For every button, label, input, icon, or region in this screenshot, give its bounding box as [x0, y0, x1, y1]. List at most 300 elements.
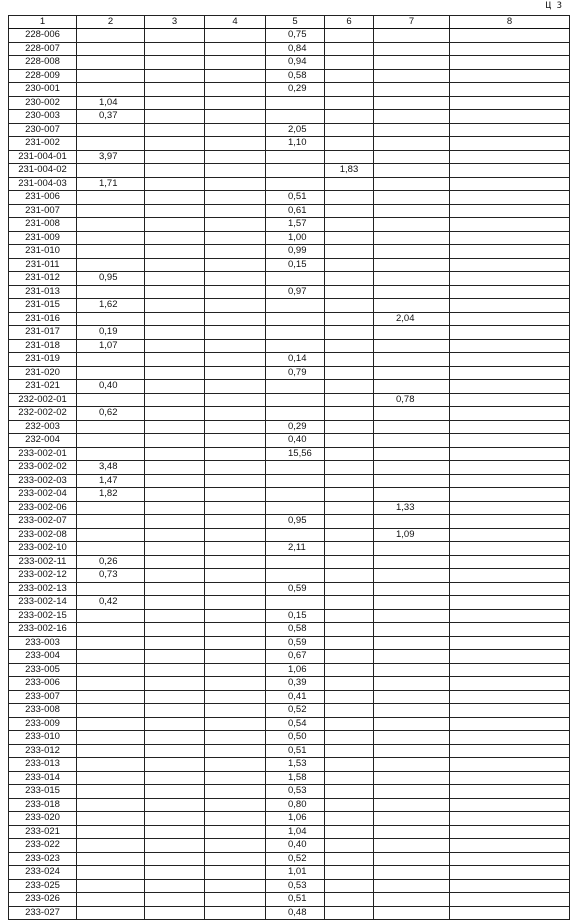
- col2-value-cell: 1,71: [77, 177, 145, 191]
- col8-cell: [450, 245, 570, 259]
- col4-cell: [205, 555, 266, 569]
- col8-cell: [450, 29, 570, 43]
- row-code-cell: 231-018: [9, 339, 77, 353]
- column-header: 8: [450, 16, 570, 29]
- col8-cell: [450, 420, 570, 434]
- col5-value-cell: [266, 150, 325, 164]
- header-row: [9, 16, 570, 29]
- col8-cell: [450, 798, 570, 812]
- col8-cell: [450, 852, 570, 866]
- col7-value-cell: [374, 488, 450, 502]
- row-code-cell: 228-007: [9, 42, 77, 56]
- row-code-cell: 233-005: [9, 663, 77, 677]
- table-row: [9, 272, 570, 286]
- col7-value-cell: [374, 879, 450, 893]
- col5-value-cell: [266, 474, 325, 488]
- table-row: [9, 771, 570, 785]
- col7-value-cell: [374, 636, 450, 650]
- col5-value-cell: [266, 312, 325, 326]
- col3-cell: [145, 191, 205, 205]
- col7-value-cell: [374, 825, 450, 839]
- col6-value-cell: [325, 29, 374, 43]
- col6-value-cell: [325, 353, 374, 367]
- col7-value-cell: [374, 474, 450, 488]
- col5-value-cell: 1,06: [266, 812, 325, 826]
- table-row: [9, 528, 570, 542]
- col7-value-cell: [374, 650, 450, 664]
- col6-value-cell: [325, 515, 374, 529]
- col3-cell: [145, 353, 205, 367]
- col4-cell: [205, 191, 266, 205]
- table-header: [9, 16, 570, 29]
- col6-value-cell: [325, 339, 374, 353]
- col8-cell: [450, 407, 570, 421]
- col2-value-cell: [77, 839, 145, 853]
- col3-cell: [145, 690, 205, 704]
- col6-value-cell: [325, 110, 374, 124]
- col2-value-cell: [77, 164, 145, 178]
- col5-value-cell: 0,14: [266, 353, 325, 367]
- col3-cell: [145, 56, 205, 70]
- col3-cell: [145, 704, 205, 718]
- row-code-cell: 228-006: [9, 29, 77, 43]
- col4-cell: [205, 393, 266, 407]
- col6-value-cell: [325, 555, 374, 569]
- col7-value-cell: [374, 582, 450, 596]
- table-row: [9, 569, 570, 583]
- row-code-cell: 233-002-10: [9, 542, 77, 556]
- col3-cell: [145, 636, 205, 650]
- col2-value-cell: [77, 420, 145, 434]
- col7-value-cell: [374, 758, 450, 772]
- col7-value-cell: [374, 326, 450, 340]
- col2-value-cell: [77, 704, 145, 718]
- col4-cell: [205, 893, 266, 907]
- col8-cell: [450, 555, 570, 569]
- table-row: [9, 420, 570, 434]
- col2-value-cell: [77, 906, 145, 920]
- col5-value-cell: 0,58: [266, 623, 325, 637]
- table-row: [9, 650, 570, 664]
- col8-cell: [450, 677, 570, 691]
- col3-cell: [145, 285, 205, 299]
- col2-value-cell: [77, 353, 145, 367]
- table-row: [9, 893, 570, 907]
- col2-value-cell: [77, 123, 145, 137]
- col6-value-cell: [325, 623, 374, 637]
- col7-value-cell: [374, 798, 450, 812]
- col5-value-cell: 0,79: [266, 366, 325, 380]
- col8-cell: [450, 690, 570, 704]
- col3-cell: [145, 258, 205, 272]
- col2-value-cell: 1,07: [77, 339, 145, 353]
- col8-cell: [450, 879, 570, 893]
- col7-value-cell: [374, 299, 450, 313]
- col4-cell: [205, 380, 266, 394]
- col4-cell: [205, 434, 266, 448]
- table-row: [9, 488, 570, 502]
- col5-value-cell: 1,00: [266, 231, 325, 245]
- col4-cell: [205, 879, 266, 893]
- col2-value-cell: [77, 663, 145, 677]
- col2-value-cell: [77, 825, 145, 839]
- col5-value-cell: [266, 555, 325, 569]
- col8-cell: [450, 515, 570, 529]
- col3-cell: [145, 785, 205, 799]
- col8-cell: [450, 636, 570, 650]
- col3-cell: [145, 177, 205, 191]
- col4-cell: [205, 110, 266, 124]
- col6-value-cell: [325, 758, 374, 772]
- col6-value-cell: [325, 434, 374, 448]
- col4-cell: [205, 245, 266, 259]
- col6-value-cell: [325, 650, 374, 664]
- col4-cell: [205, 785, 266, 799]
- col5-value-cell: [266, 110, 325, 124]
- table-row: [9, 164, 570, 178]
- col6-value-cell: [325, 407, 374, 421]
- col8-cell: [450, 123, 570, 137]
- col8-cell: [450, 623, 570, 637]
- col7-value-cell: [374, 677, 450, 691]
- table-row: [9, 609, 570, 623]
- col7-value-cell: [374, 407, 450, 421]
- col2-value-cell: [77, 29, 145, 43]
- col8-cell: [450, 137, 570, 151]
- col7-value-cell: [374, 893, 450, 907]
- col8-cell: [450, 825, 570, 839]
- col8-cell: [450, 474, 570, 488]
- column-header: 1: [9, 16, 77, 29]
- col5-value-cell: 0,97: [266, 285, 325, 299]
- col8-cell: [450, 326, 570, 340]
- table-row: [9, 110, 570, 124]
- col4-cell: [205, 731, 266, 745]
- col2-value-cell: [77, 312, 145, 326]
- col7-value-cell: [374, 704, 450, 718]
- col6-value-cell: [325, 258, 374, 272]
- col5-value-cell: 0,50: [266, 731, 325, 745]
- col8-cell: [450, 771, 570, 785]
- col3-cell: [145, 69, 205, 83]
- col8-cell: [450, 204, 570, 218]
- col8-cell: [450, 461, 570, 475]
- col3-cell: [145, 650, 205, 664]
- col5-value-cell: 0,40: [266, 434, 325, 448]
- col2-value-cell: [77, 191, 145, 205]
- col6-value-cell: [325, 191, 374, 205]
- col8-cell: [450, 663, 570, 677]
- row-code-cell: 231-008: [9, 218, 77, 232]
- row-code-cell: 231-011: [9, 258, 77, 272]
- row-code-cell: 233-002-13: [9, 582, 77, 596]
- table-row: [9, 825, 570, 839]
- col6-value-cell: [325, 326, 374, 340]
- row-code-cell: 232-004: [9, 434, 77, 448]
- col4-cell: [205, 569, 266, 583]
- table-row: [9, 245, 570, 259]
- col5-value-cell: [266, 407, 325, 421]
- col7-value-cell: [374, 447, 450, 461]
- row-code-cell: 231-006: [9, 191, 77, 205]
- col5-value-cell: 0,40: [266, 839, 325, 853]
- col4-cell: [205, 609, 266, 623]
- col4-cell: [205, 528, 266, 542]
- table-row: [9, 380, 570, 394]
- col4-cell: [205, 137, 266, 151]
- col5-value-cell: 0,61: [266, 204, 325, 218]
- col2-value-cell: [77, 771, 145, 785]
- col2-value-cell: [77, 866, 145, 880]
- col2-value-cell: [77, 879, 145, 893]
- col5-value-cell: [266, 393, 325, 407]
- col6-value-cell: [325, 582, 374, 596]
- col8-cell: [450, 785, 570, 799]
- col2-value-cell: 0,73: [77, 569, 145, 583]
- col4-cell: [205, 461, 266, 475]
- table-row: [9, 285, 570, 299]
- col3-cell: [145, 731, 205, 745]
- col4-cell: [205, 798, 266, 812]
- table-row: [9, 785, 570, 799]
- col5-value-cell: [266, 569, 325, 583]
- col3-cell: [145, 528, 205, 542]
- col7-value-cell: [374, 380, 450, 394]
- col5-value-cell: 0,59: [266, 636, 325, 650]
- col8-cell: [450, 717, 570, 731]
- col5-value-cell: 2,11: [266, 542, 325, 556]
- col3-cell: [145, 825, 205, 839]
- row-code-cell: 231-015: [9, 299, 77, 313]
- table-row: [9, 812, 570, 826]
- column-header: 3: [145, 16, 205, 29]
- table-body: [9, 29, 570, 920]
- col6-value-cell: [325, 663, 374, 677]
- table-row: [9, 636, 570, 650]
- col4-cell: [205, 447, 266, 461]
- table-row: [9, 42, 570, 56]
- col3-cell: [145, 501, 205, 515]
- col3-cell: [145, 542, 205, 556]
- col5-value-cell: 0,39: [266, 677, 325, 691]
- row-code-cell: 233-003: [9, 636, 77, 650]
- col4-cell: [205, 285, 266, 299]
- col6-value-cell: [325, 690, 374, 704]
- row-code-cell: 233-002-15: [9, 609, 77, 623]
- row-code-cell: 233-026: [9, 893, 77, 907]
- row-code-cell: 230-002: [9, 96, 77, 110]
- table-row: [9, 258, 570, 272]
- col8-cell: [450, 56, 570, 70]
- col8-cell: [450, 299, 570, 313]
- col3-cell: [145, 110, 205, 124]
- col5-value-cell: [266, 299, 325, 313]
- table-row: [9, 366, 570, 380]
- row-code-cell: 232-002-01: [9, 393, 77, 407]
- col6-value-cell: [325, 150, 374, 164]
- col7-value-cell: [374, 218, 450, 232]
- col4-cell: [205, 663, 266, 677]
- col4-cell: [205, 204, 266, 218]
- col5-value-cell: 0,52: [266, 704, 325, 718]
- column-header: 7: [374, 16, 450, 29]
- col5-value-cell: 0,75: [266, 29, 325, 43]
- row-code-cell: 233-012: [9, 744, 77, 758]
- col8-cell: [450, 258, 570, 272]
- col6-value-cell: [325, 231, 374, 245]
- col2-value-cell: [77, 447, 145, 461]
- col3-cell: [145, 839, 205, 853]
- col7-value-cell: [374, 191, 450, 205]
- col5-value-cell: 15,56: [266, 447, 325, 461]
- col4-cell: [205, 488, 266, 502]
- col7-value-cell: [374, 596, 450, 610]
- col4-cell: [205, 123, 266, 137]
- table-row: [9, 758, 570, 772]
- col2-value-cell: [77, 137, 145, 151]
- col5-value-cell: 1,57: [266, 218, 325, 232]
- col8-cell: [450, 96, 570, 110]
- col4-cell: [205, 299, 266, 313]
- col2-value-cell: 0,42: [77, 596, 145, 610]
- col2-value-cell: [77, 528, 145, 542]
- table-row: [9, 663, 570, 677]
- col8-cell: [450, 609, 570, 623]
- col4-cell: [205, 272, 266, 286]
- table-row: [9, 623, 570, 637]
- col6-value-cell: [325, 488, 374, 502]
- col7-value-cell: [374, 339, 450, 353]
- table-row: [9, 447, 570, 461]
- col6-value-cell: [325, 312, 374, 326]
- col2-value-cell: [77, 366, 145, 380]
- col3-cell: [145, 420, 205, 434]
- col7-value-cell: [374, 515, 450, 529]
- col4-cell: [205, 353, 266, 367]
- col2-value-cell: [77, 204, 145, 218]
- col5-value-cell: [266, 528, 325, 542]
- col5-value-cell: [266, 177, 325, 191]
- col7-value-cell: [374, 164, 450, 178]
- row-code-cell: 230-007: [9, 123, 77, 137]
- col7-value-cell: [374, 690, 450, 704]
- table-row: [9, 231, 570, 245]
- row-code-cell: 233-002-14: [9, 596, 77, 610]
- col4-cell: [205, 839, 266, 853]
- col3-cell: [145, 150, 205, 164]
- col5-value-cell: 0,80: [266, 798, 325, 812]
- col7-value-cell: [374, 69, 450, 83]
- col7-value-cell: [374, 461, 450, 475]
- col5-value-cell: 0,15: [266, 258, 325, 272]
- col5-value-cell: 0,54: [266, 717, 325, 731]
- col5-value-cell: [266, 596, 325, 610]
- col5-value-cell: 0,29: [266, 83, 325, 97]
- row-code-cell: 231-010: [9, 245, 77, 259]
- col8-cell: [450, 191, 570, 205]
- col8-cell: [450, 312, 570, 326]
- col4-cell: [205, 42, 266, 56]
- col2-value-cell: 1,04: [77, 96, 145, 110]
- row-code-cell: 233-023: [9, 852, 77, 866]
- col4-cell: [205, 326, 266, 340]
- col5-value-cell: 0,95: [266, 515, 325, 529]
- table-row: [9, 326, 570, 340]
- col5-value-cell: 1,10: [266, 137, 325, 151]
- col6-value-cell: [325, 839, 374, 853]
- col4-cell: [205, 164, 266, 178]
- col8-cell: [450, 177, 570, 191]
- col6-value-cell: [325, 69, 374, 83]
- col6-value-cell: [325, 879, 374, 893]
- col7-value-cell: 1,09: [374, 528, 450, 542]
- col7-value-cell: [374, 555, 450, 569]
- col8-cell: [450, 569, 570, 583]
- col6-value-cell: [325, 744, 374, 758]
- row-code-cell: 231-009: [9, 231, 77, 245]
- col8-cell: [450, 488, 570, 502]
- col2-value-cell: [77, 218, 145, 232]
- row-code-cell: 233-020: [9, 812, 77, 826]
- table-row: [9, 582, 570, 596]
- col4-cell: [205, 420, 266, 434]
- col8-cell: [450, 582, 570, 596]
- col2-value-cell: 1,62: [77, 299, 145, 313]
- col5-value-cell: 0,94: [266, 56, 325, 70]
- col3-cell: [145, 488, 205, 502]
- row-code-cell: 233-004: [9, 650, 77, 664]
- col4-cell: [205, 218, 266, 232]
- col4-cell: [205, 231, 266, 245]
- row-code-cell: 231-013: [9, 285, 77, 299]
- row-code-cell: 231-016: [9, 312, 77, 326]
- col3-cell: [145, 609, 205, 623]
- col8-cell: [450, 218, 570, 232]
- col4-cell: [205, 366, 266, 380]
- col2-value-cell: [77, 812, 145, 826]
- table-row: [9, 137, 570, 151]
- col7-value-cell: [374, 852, 450, 866]
- table-row: [9, 906, 570, 920]
- row-code-cell: 233-014: [9, 771, 77, 785]
- col2-value-cell: [77, 744, 145, 758]
- table-row: [9, 704, 570, 718]
- col5-value-cell: 0,52: [266, 852, 325, 866]
- col3-cell: [145, 663, 205, 677]
- row-code-cell: 233-009: [9, 717, 77, 731]
- col6-value-cell: [325, 866, 374, 880]
- col2-value-cell: [77, 852, 145, 866]
- col4-cell: [205, 312, 266, 326]
- row-code-cell: 231-020: [9, 366, 77, 380]
- row-code-cell: 233-007: [9, 690, 77, 704]
- col2-value-cell: [77, 758, 145, 772]
- col4-cell: [205, 825, 266, 839]
- col2-value-cell: [77, 393, 145, 407]
- col2-value-cell: [77, 731, 145, 745]
- col2-value-cell: [77, 542, 145, 556]
- col5-value-cell: 1,53: [266, 758, 325, 772]
- row-code-cell: 230-003: [9, 110, 77, 124]
- col2-value-cell: [77, 56, 145, 70]
- col8-cell: [450, 839, 570, 853]
- col8-cell: [450, 366, 570, 380]
- col6-value-cell: [325, 771, 374, 785]
- col6-value-cell: [325, 42, 374, 56]
- col8-cell: [450, 231, 570, 245]
- col7-value-cell: [374, 272, 450, 286]
- col7-value-cell: [374, 785, 450, 799]
